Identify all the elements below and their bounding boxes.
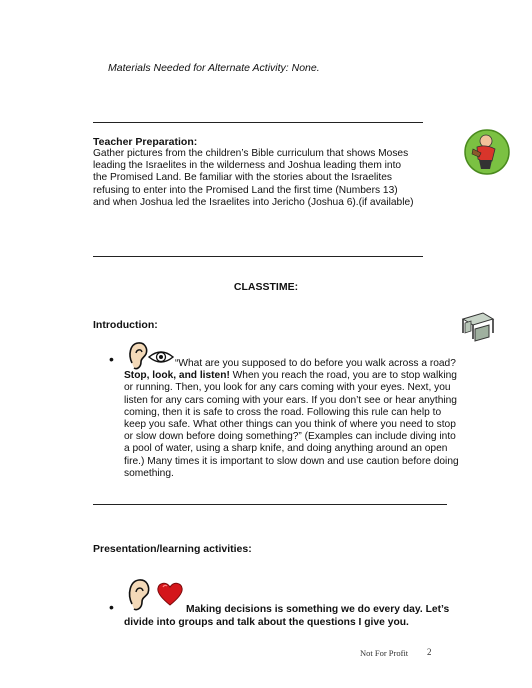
teacher-prep-line: and when Joshua led the Israelites into Jericho (Joshua 6).(if available) [93,196,414,208]
classtime-heading: CLASSTIME: [233,281,299,293]
divider-top [93,122,423,123]
divider-middle [93,256,423,257]
footer-text: Not For Profit [360,648,409,658]
teacher-preparation-title: Teacher Preparation: [93,136,198,148]
introduction-paragraph [124,358,464,480]
introduction-first-line: “What are you supposed to do before you walk across a road? [175,358,456,369]
introduction-body-text: When you reach the road, you are to stop walking or running. Then, you look for any cars coming with your eyes. Next, you listen for any cars coming with your ears. If you don’t see or hear anything coming, then it is safe to cross the road. Following this rule can help to keep you safe. What other things can you think of where you need to stop or slow down before doing something?” (Examples can include diving into a pool of water, using a sharp knife, and doing anything around an open fire.) Many times it is important to slow down and use caution before doing something. [124,370,459,479]
introduction-bold-phrase: Stop, look, and listen! [124,370,230,382]
teacher-preparation-body [93,148,423,209]
teacher-prep-line: refusing to enter into the Promised Land the first time (Numbers 13) [93,184,398,196]
bullet-marker: • [109,599,114,615]
teacher-prep-line: leading the Israelites in the wilderness and Joshua leading them into [93,160,402,172]
divider-bottom [93,504,447,505]
presentation-text: Making decisions is something we do every day. Let’s divide into groups and talk about the questions I give you. [124,604,450,628]
introduction-title: Introduction: [93,319,158,331]
presentation-title: Presentation/learning activities: [93,543,252,555]
presentation-activity-text [124,603,464,629]
teacher-preparation [93,136,423,209]
school-desk-icon [459,309,495,343]
bullet-marker: • [109,351,114,367]
page-number: 2 [427,647,432,657]
person-clipart-icon [462,127,512,177]
teacher-prep-line: Gather pictures from the children’s Bible curriculum that shows Moses [93,148,409,159]
materials-line: Materials Needed for Alternate Activity: None. [108,62,320,74]
teacher-prep-line: the Promised Land. Be familiar with the stories about the Israelites [93,172,392,184]
